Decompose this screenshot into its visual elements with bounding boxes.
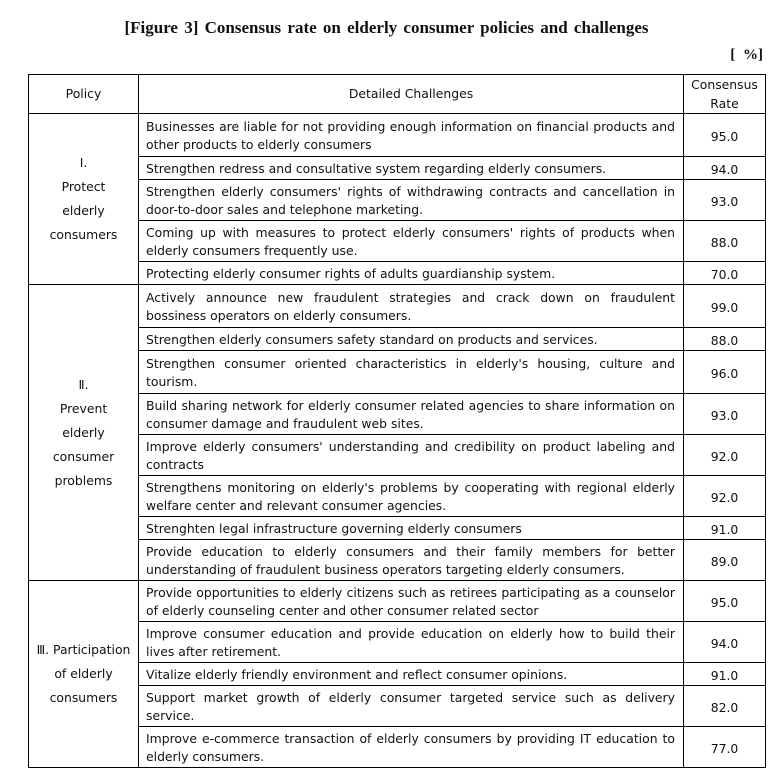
challenge-cell: Businesses are liable for not providing enough information on financial products and other products to elderly consumers [139, 114, 684, 157]
challenge-cell: Improve consumer education and provide education on elderly how to build their lives after retirement. [139, 622, 684, 663]
challenge-cell: Provide education to elderly consumers and their family members for better understanding of fraudulent business operators targeting elderly consumers. [139, 540, 684, 581]
policy-line: Ⅲ. Participation [36, 642, 131, 657]
unit-label: [ %] [730, 47, 763, 63]
header-row [29, 75, 766, 114]
rate-cell: 88.0 [684, 221, 766, 262]
rate-cell: 93.0 [684, 180, 766, 221]
header-rate-line1: Consensus [691, 77, 758, 92]
header-policy: Policy [29, 75, 139, 114]
rate-cell: 94.0 [684, 622, 766, 663]
table-row [29, 394, 766, 435]
table-row [29, 686, 766, 727]
table-row [29, 581, 766, 622]
policy-line: consumer [52, 448, 115, 464]
table-row [29, 351, 766, 394]
challenge-cell: Improve elderly consumers' understanding and credibility on product labeling and contracts [139, 435, 684, 476]
rate-cell: 99.0 [684, 285, 766, 328]
policy-line: of elderly [54, 666, 113, 681]
policy-line: consumers [49, 227, 118, 242]
table-row [29, 435, 766, 476]
rate-cell: 70.0 [684, 262, 766, 285]
rate-cell: 88.0 [684, 328, 766, 351]
table-row [29, 114, 766, 157]
policy-cell [29, 285, 139, 581]
table-row [29, 663, 766, 686]
challenge-cell: Strenghten legal infrastructure governing elderly consumers [139, 517, 684, 540]
rate-cell: 82.0 [684, 686, 766, 727]
challenge-cell: Support market growth of elderly consumer targeted service such as delivery service. [139, 686, 684, 727]
table-row [29, 476, 766, 517]
table-row [29, 517, 766, 540]
challenge-cell: Strengthen redress and consultative system regarding elderly consumers. [139, 157, 684, 180]
table-row [29, 285, 766, 328]
consensus-table [28, 74, 766, 768]
rate-cell: 91.0 [684, 517, 766, 540]
rate-cell: 93.0 [684, 394, 766, 435]
challenge-cell: Build sharing network for elderly consumer related agencies to share information on consumer damage and fraudulent web sites. [139, 394, 684, 435]
rate-cell: 92.0 [684, 476, 766, 517]
table-row [29, 328, 766, 351]
policy-line: problems [54, 472, 113, 488]
challenge-cell: Improve e-commerce transaction of elderly consumers by providing IT education to elderly consumers. [139, 727, 684, 768]
table-row [29, 180, 766, 221]
rate-cell: 89.0 [684, 540, 766, 581]
rate-cell: 95.0 [684, 581, 766, 622]
header-rate [684, 75, 766, 114]
table-row [29, 622, 766, 663]
policy-line: Ⅱ. [78, 376, 89, 392]
challenge-cell: Vitalize elderly friendly environment and reflect consumer opinions. [139, 663, 684, 686]
rate-cell: 94.0 [684, 157, 766, 180]
table-body [29, 114, 766, 768]
rate-cell: 95.0 [684, 114, 766, 157]
table-row [29, 221, 766, 262]
challenge-cell: Protecting elderly consumer rights of adults guardianship system. [139, 262, 684, 285]
rate-cell: 96.0 [684, 351, 766, 394]
header-challenges: Detailed Challenges [139, 75, 684, 114]
table-row [29, 540, 766, 581]
challenge-cell: Strengthens monitoring on elderly's problems by cooperating with regional elderly welfare center and relevant consumer agencies. [139, 476, 684, 517]
rate-cell: 92.0 [684, 435, 766, 476]
challenge-cell: Provide opportunities to elderly citizens such as retirees participating as a counselor of elderly counseling center and other consumer related sector [139, 581, 684, 622]
rate-cell: 91.0 [684, 663, 766, 686]
policy-line: Ⅰ. [79, 155, 88, 170]
policy-line: Prevent [59, 400, 108, 416]
figure-title: [Figure 3] Consensus rate on elderly consumer policies and challenges [124, 18, 649, 37]
challenge-cell: Strengthen elderly consumers safety standard on products and services. [139, 328, 684, 351]
table-row [29, 262, 766, 285]
policy-cell [29, 581, 139, 768]
challenge-cell: Actively announce new fraudulent strategies and crack down on fraudulent bossiness operators on elderly consumers. [139, 285, 684, 328]
policy-line: Protect [61, 179, 106, 194]
policy-line: elderly [62, 424, 105, 440]
challenge-cell: Strengthen consumer oriented characteristics in elderly's housing, culture and tourism. [139, 351, 684, 394]
challenge-cell: Strengthen elderly consumers' rights of withdrawing contracts and cancellation in door-to-door sales and telephone marketing. [139, 180, 684, 221]
policy-line: consumers [49, 690, 118, 705]
table-row [29, 157, 766, 180]
rate-cell: 77.0 [684, 727, 766, 768]
table-row [29, 727, 766, 768]
policy-line: elderly [62, 203, 105, 218]
policy-cell [29, 114, 139, 285]
challenge-cell: Coming up with measures to protect elderly consumers' rights of products when elderly consumers frequently use. [139, 221, 684, 262]
header-rate-line2: Rate [710, 96, 739, 111]
